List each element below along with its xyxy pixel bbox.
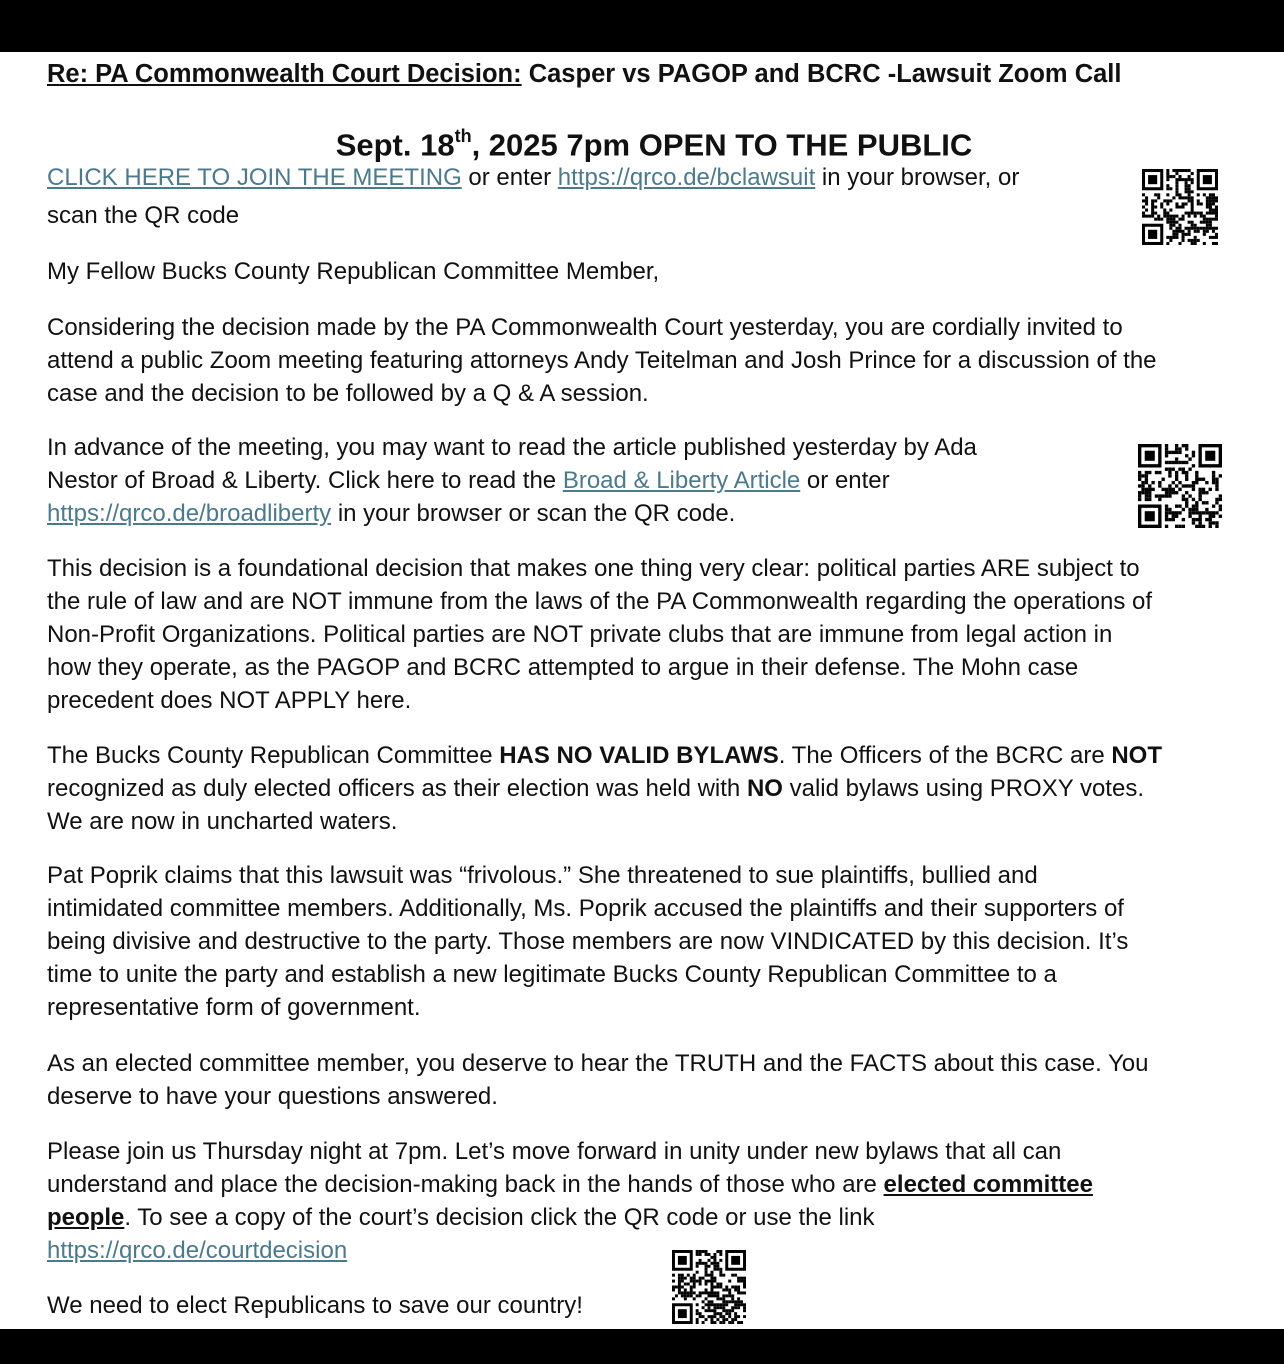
broadliberty-qr-icon[interactable] [1138, 444, 1222, 528]
paragraph-decision: This decision is a foundational decision that makes one thing very clear: political parties ARE subject to the rule of law and are NOT immune from the laws of the PA Commonwealth regarding the operations of Non-Profit Organizations. Political parties are NOT private clubs that are immune from legal action in how they operate, as the PAGOP and BCRC attempted to argue in their defense. The Mohn case precedent does NOT APPLY here. [47, 555, 1153, 714]
join-line-1: CLICK HERE TO JOIN THE MEETING or enter https://qrco.de/bclawsuit in your browser, or [47, 164, 1020, 191]
paragraph-article: In advance of the meeting, you may want to read the article published yesterday by Ada Nestor of Broad & Liberty. Click here to read the Broad & Liberty Article or enter https://qrco.de/broadliberty in your browser or scan the QR code. [47, 434, 977, 527]
event-date: Sept. 18th, 2025 7pm OPEN TO THE PUBLIC [335, 126, 973, 163]
page-title [47, 58, 1267, 90]
join-line-2: scan the QR code [47, 202, 240, 229]
paragraph-join-us: Please join us Thursday night at 7pm. Let’s move forward in unity under new bylaws that all can understand and place the decision-making back in the hands of those who are elected committee people. To see a copy of the court’s decision click the QR code or use the link https://qrco.de/courtdecision [47, 1138, 1093, 1264]
paragraph-poprik: Pat Poprik claims that this lawsuit was “frivolous.” She threatened to sue plaintiffs, bullied and intimidated committee members. Additionally, Ms. Poprik accused the plaintiffs and their supporters of being divisive and destructive to the party. Those members are now VINDICATED by this decision. It’s time to unite the party and establish a new legitimate Bucks County Republican Committee to a representative form of government. [47, 862, 1129, 1021]
courtdecision-url-link[interactable]: https://qrco.de/courtdecision [47, 1237, 348, 1264]
paragraph-invitation: Considering the decision made by the PA Commonwealth Court yesterday, you are cordially invited to attend a public Zoom meeting featuring attorneys Andy Teitelman and Josh Prince for a discussion of the case and the decision to be followed by a Q & A session. [47, 314, 1157, 407]
paragraph-truth: As an elected committee member, you deserve to hear the TRUTH and the FACTS about this case. You deserve to have your questions answered. [47, 1050, 1149, 1110]
title-rest: Casper vs PAGOP and BCRC -Lawsuit Zoom Call [521, 60, 1122, 88]
courtdecision-qr-icon[interactable] [672, 1250, 746, 1324]
join-meeting-link[interactable]: CLICK HERE TO JOIN THE MEETING [47, 164, 462, 191]
greeting: My Fellow Bucks County Republican Committee Member, [47, 258, 660, 285]
bclawsuit-qr-icon[interactable] [1142, 169, 1218, 245]
broadliberty-url-link[interactable]: https://qrco.de/broadliberty [47, 500, 332, 527]
title-prefix: Re: PA Commonwealth Court Decision: [47, 60, 522, 88]
bclawsuit-url-link[interactable]: https://qrco.de/bclawsuit [557, 164, 816, 191]
flyer-page [0, 52, 1284, 1329]
article-link[interactable]: Broad & Liberty Article [562, 467, 801, 494]
paragraph-bylaws: The Bucks County Republican Committee HAS NO VALID BYLAWS. The Officers of the BCRC are NOT recognized as duly elected officers as their election was held with NO valid bylaws using PROXY votes. We are now in uncharted waters. [47, 742, 1163, 835]
closing-line: We need to elect Republicans to save our country! [47, 1292, 583, 1319]
